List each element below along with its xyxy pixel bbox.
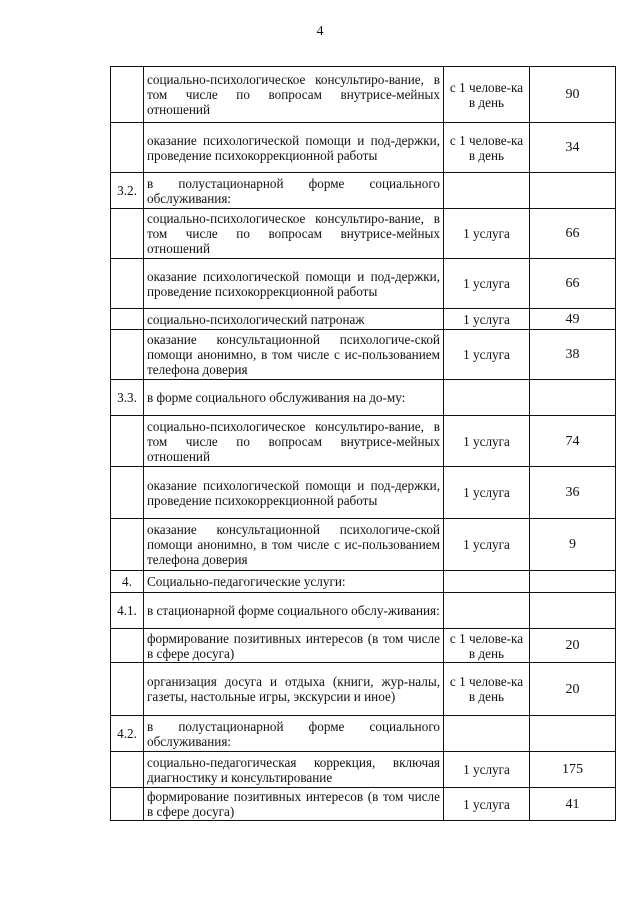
service-description-cell: оказание психологической помощи и под-держки, проведение психокоррекционной работы (144, 123, 444, 173)
row-number-cell (111, 467, 144, 519)
service-description-cell: социально-психологическое консультиро-вание, в том числе по вопросам внутрисе-мейных отношений (144, 67, 444, 123)
row-number-cell (111, 752, 144, 788)
row-number-cell (111, 123, 144, 173)
service-description-cell: в стационарной форме социального обслу-живания: (144, 593, 444, 629)
value-cell: 41 (530, 788, 616, 821)
row-number-cell: 4.2. (111, 716, 144, 752)
value-cell (530, 593, 616, 629)
table-row (111, 593, 616, 629)
service-description-cell: в форме социального обслуживания на до-му: (144, 380, 444, 416)
row-number-cell (111, 416, 144, 467)
row-number-cell (111, 309, 144, 330)
table-row (111, 467, 616, 519)
unit-cell (444, 716, 530, 752)
row-number-cell (111, 330, 144, 380)
service-description-cell: формирование позитивных интересов (в том числе в сфере досуга) (144, 788, 444, 821)
row-number-cell (111, 519, 144, 571)
table-row (111, 788, 616, 821)
unit-cell (444, 380, 530, 416)
service-description-cell: организация досуга и отдыха (книги, жур-налы, газеты, настольные игры, экскурсии и иное) (144, 663, 444, 716)
table-row (111, 716, 616, 752)
table-row (111, 629, 616, 663)
table-row (111, 173, 616, 209)
service-description-cell: социально-психологическое консультиро-вание, в том числе по вопросам внутрисе-мейных отношений (144, 416, 444, 467)
table-row (111, 519, 616, 571)
unit-cell: 1 услуга (444, 467, 530, 519)
value-cell: 36 (530, 467, 616, 519)
row-number-cell: 3.3. (111, 380, 144, 416)
value-cell: 34 (530, 123, 616, 173)
table-row (111, 123, 616, 173)
service-description-cell: формирование позитивных интересов (в том числе в сфере досуга) (144, 629, 444, 663)
value-cell (530, 571, 616, 593)
row-number-cell: 3.2. (111, 173, 144, 209)
unit-cell (444, 593, 530, 629)
service-description-cell: Социально-педагогические услуги: (144, 571, 444, 593)
service-description-cell: оказание консультационной психологиче-ской помощи анонимно, в том числе с ис-пользованием телефона доверия (144, 330, 444, 380)
value-cell (530, 173, 616, 209)
row-number-cell (111, 67, 144, 123)
value-cell: 175 (530, 752, 616, 788)
unit-cell: 1 услуга (444, 416, 530, 467)
service-description-cell: оказание психологической помощи и под-держки, проведение психокоррекционной работы (144, 259, 444, 309)
unit-cell: 1 услуга (444, 788, 530, 821)
value-cell: 20 (530, 663, 616, 716)
service-description-cell: в полустационарной форме социального обслуживания: (144, 173, 444, 209)
table-row (111, 380, 616, 416)
service-description-cell: социально-психологическое консультиро-вание, в том числе по вопросам внутрисе-мейных отношений (144, 209, 444, 259)
table-row (111, 416, 616, 467)
table-row (111, 67, 616, 123)
value-cell: 49 (530, 309, 616, 330)
service-description-cell: социально-педагогическая коррекция, включая диагностику и консультирование (144, 752, 444, 788)
unit-cell (444, 571, 530, 593)
table-row (111, 309, 616, 330)
value-cell: 9 (530, 519, 616, 571)
unit-cell (444, 173, 530, 209)
unit-cell: с 1 челове-ка в день (444, 663, 530, 716)
value-cell (530, 380, 616, 416)
row-number-cell: 4. (111, 571, 144, 593)
row-number-cell (111, 629, 144, 663)
unit-cell: 1 услуга (444, 330, 530, 380)
service-description-cell: в полустационарной форме социального обслуживания: (144, 716, 444, 752)
service-description-cell: социально-психологический патронаж (144, 309, 444, 330)
value-cell: 20 (530, 629, 616, 663)
page-number: 4 (316, 24, 324, 39)
value-cell (530, 716, 616, 752)
table-row (111, 663, 616, 716)
value-cell: 90 (530, 67, 616, 123)
service-description-cell: оказание консультационной психологиче-ской помощи анонимно, в том числе с ис-пользованием телефона доверия (144, 519, 444, 571)
unit-cell: с 1 челове-ка в день (444, 629, 530, 663)
services-table-body (111, 67, 616, 821)
unit-cell: 1 услуга (444, 309, 530, 330)
row-number-cell (111, 663, 144, 716)
value-cell: 66 (530, 259, 616, 309)
table-row (111, 259, 616, 309)
services-table (110, 66, 616, 821)
table-row (111, 752, 616, 788)
value-cell: 74 (530, 416, 616, 467)
row-number-cell (111, 259, 144, 309)
row-number-cell (111, 788, 144, 821)
unit-cell: 1 услуга (444, 752, 530, 788)
unit-cell: с 1 челове-ка в день (444, 67, 530, 123)
unit-cell: 1 услуга (444, 519, 530, 571)
table-row (111, 209, 616, 259)
service-description-cell: оказание психологической помощи и под-держки, проведение психокоррекционной работы (144, 467, 444, 519)
value-cell: 66 (530, 209, 616, 259)
table-row (111, 330, 616, 380)
unit-cell: с 1 челове-ка в день (444, 123, 530, 173)
unit-cell: 1 услуга (444, 209, 530, 259)
table-row (111, 571, 616, 593)
row-number-cell: 4.1. (111, 593, 144, 629)
value-cell: 38 (530, 330, 616, 380)
unit-cell: 1 услуга (444, 259, 530, 309)
row-number-cell (111, 209, 144, 259)
